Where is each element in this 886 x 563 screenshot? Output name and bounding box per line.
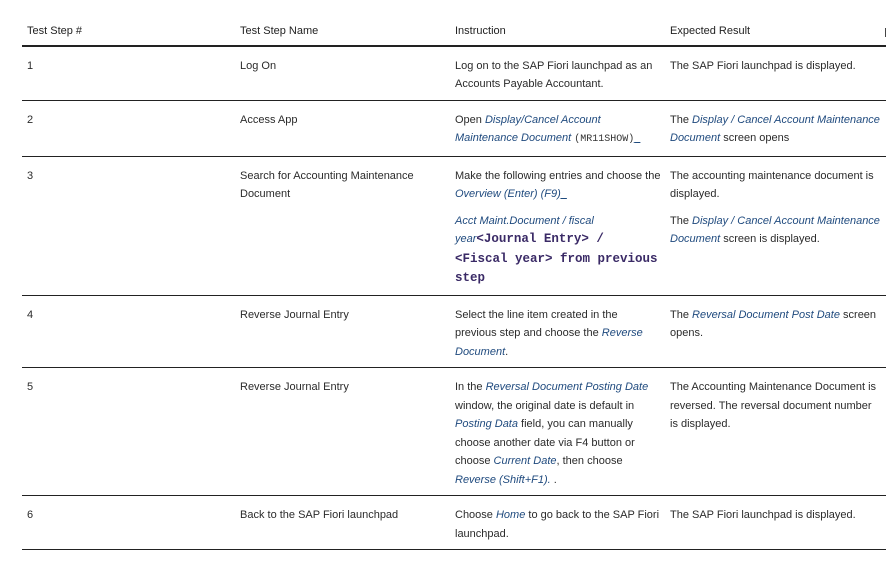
instruction-text: Choose: [455, 509, 496, 521]
step-instruction: [450, 156, 665, 295]
instruction-text: Select the line item created in the previous step and choose the: [455, 308, 618, 339]
reverse-action[interactable]: Reverse (Shift+F1).: [455, 473, 551, 486]
overview-action[interactable]: Overview (Enter) (F9): [455, 188, 561, 200]
current-date-option[interactable]: Current Date: [493, 455, 557, 467]
transaction-code: (MR11SHOW): [574, 134, 635, 145]
step-expected-result: [665, 46, 886, 101]
column-header-instruction: Instruction: [450, 0, 665, 46]
step-name: Reverse Journal Entry: [235, 295, 450, 368]
screen-name: Reversal Document Post Date: [692, 308, 840, 321]
step-number: 3: [22, 156, 235, 295]
column-header-step-number: Test Step #: [22, 0, 235, 46]
step-instruction: [450, 368, 665, 496]
instruction-text: Log on to the SAP Fiori launchpad as an Accounts Payable Accountant.: [455, 59, 653, 90]
step-number: 2: [22, 100, 235, 156]
step-number: 5: [22, 368, 235, 496]
window-name: Reversal Document Posting Date: [485, 381, 649, 393]
instruction-text: , then choose: [556, 455, 623, 467]
instruction-text: .: [550, 473, 557, 486]
step-expected-result: [665, 368, 886, 496]
step-number: 1: [22, 46, 235, 101]
step-expected-result: [665, 156, 886, 295]
entry-field-paragraph: [455, 212, 661, 289]
column-header-expected-result: Expected Result: [665, 0, 886, 46]
table-row: [22, 156, 886, 295]
step-name: Back to the SAP Fiori launchpad: [235, 496, 450, 550]
expected-text: screen opens.: [670, 308, 877, 339]
reverse-document-action[interactable]: Reverse Document: [455, 327, 643, 358]
instruction-paragraph: [455, 167, 661, 204]
field-value: <Journal Entry> / <Fiscal year> from previous step: [455, 232, 658, 285]
step-instruction: [450, 496, 665, 550]
test-steps-table: [22, 0, 886, 550]
instruction-text: Open: [455, 113, 485, 126]
step-expected-result: [665, 496, 886, 550]
field-name: Acct Maint.Document / fiscal year: [455, 214, 594, 245]
table-row: [22, 100, 886, 156]
instruction-text: Make the following entries and choose the: [455, 169, 661, 182]
table-row: [22, 46, 886, 101]
home-action[interactable]: Home: [495, 509, 526, 521]
step-instruction: [450, 100, 665, 156]
step-name: Reverse Journal Entry: [235, 368, 450, 496]
table-row: [22, 496, 886, 550]
instruction-text: .: [505, 345, 509, 358]
expected-text: The Accounting Maintenance Document is reversed. The reversal document number is displayed.: [670, 381, 877, 430]
step-number: 4: [22, 295, 235, 368]
step-name: Log On: [235, 46, 450, 101]
app-name: Display / Cancel Account Maintenance Document: [670, 214, 880, 245]
step-expected-result: [665, 100, 886, 156]
expected-text: The: [670, 113, 693, 126]
table-row: [22, 368, 886, 496]
test-procedure-document: [22, 0, 886, 550]
column-header-step-name: Test Step Name: [235, 0, 450, 46]
trailing-mark: _: [560, 188, 567, 200]
expected-text: The SAP Fiori launchpad is displayed.: [670, 509, 856, 521]
step-expected-result: [665, 295, 886, 368]
instruction-text: field, you can manually choose another date via F4 button or choose: [455, 418, 635, 467]
trailing-mark: _: [634, 132, 641, 144]
step-name: Search for Accounting Maintenance Document: [235, 156, 450, 295]
field-name: Posting Data: [455, 418, 518, 430]
expected-text: screen opens: [720, 132, 790, 144]
step-instruction: [450, 46, 665, 101]
app-name-link[interactable]: Display/Cancel Account Maintenance Document: [455, 113, 601, 144]
expected-text: The: [670, 308, 693, 321]
instruction-text: In the: [455, 381, 486, 393]
table-header-row: [22, 0, 886, 46]
step-instruction: [450, 295, 665, 368]
expected-paragraph: [670, 212, 882, 249]
step-name: Access App: [235, 100, 450, 156]
instruction-text: to go back to the SAP Fiori launchpad.: [455, 509, 660, 540]
expected-paragraph: The accounting maintenance document is displayed.: [670, 169, 874, 200]
expected-text: screen is displayed.: [720, 233, 820, 245]
app-name: Display / Cancel Account Maintenance Document: [670, 113, 880, 144]
step-number: 6: [22, 496, 235, 550]
instruction-text: window, the original date is default in: [455, 399, 635, 412]
table-row: [22, 295, 886, 368]
expected-text: The SAP Fiori launchpad is displayed.: [670, 59, 856, 72]
expected-text: The: [670, 214, 693, 227]
